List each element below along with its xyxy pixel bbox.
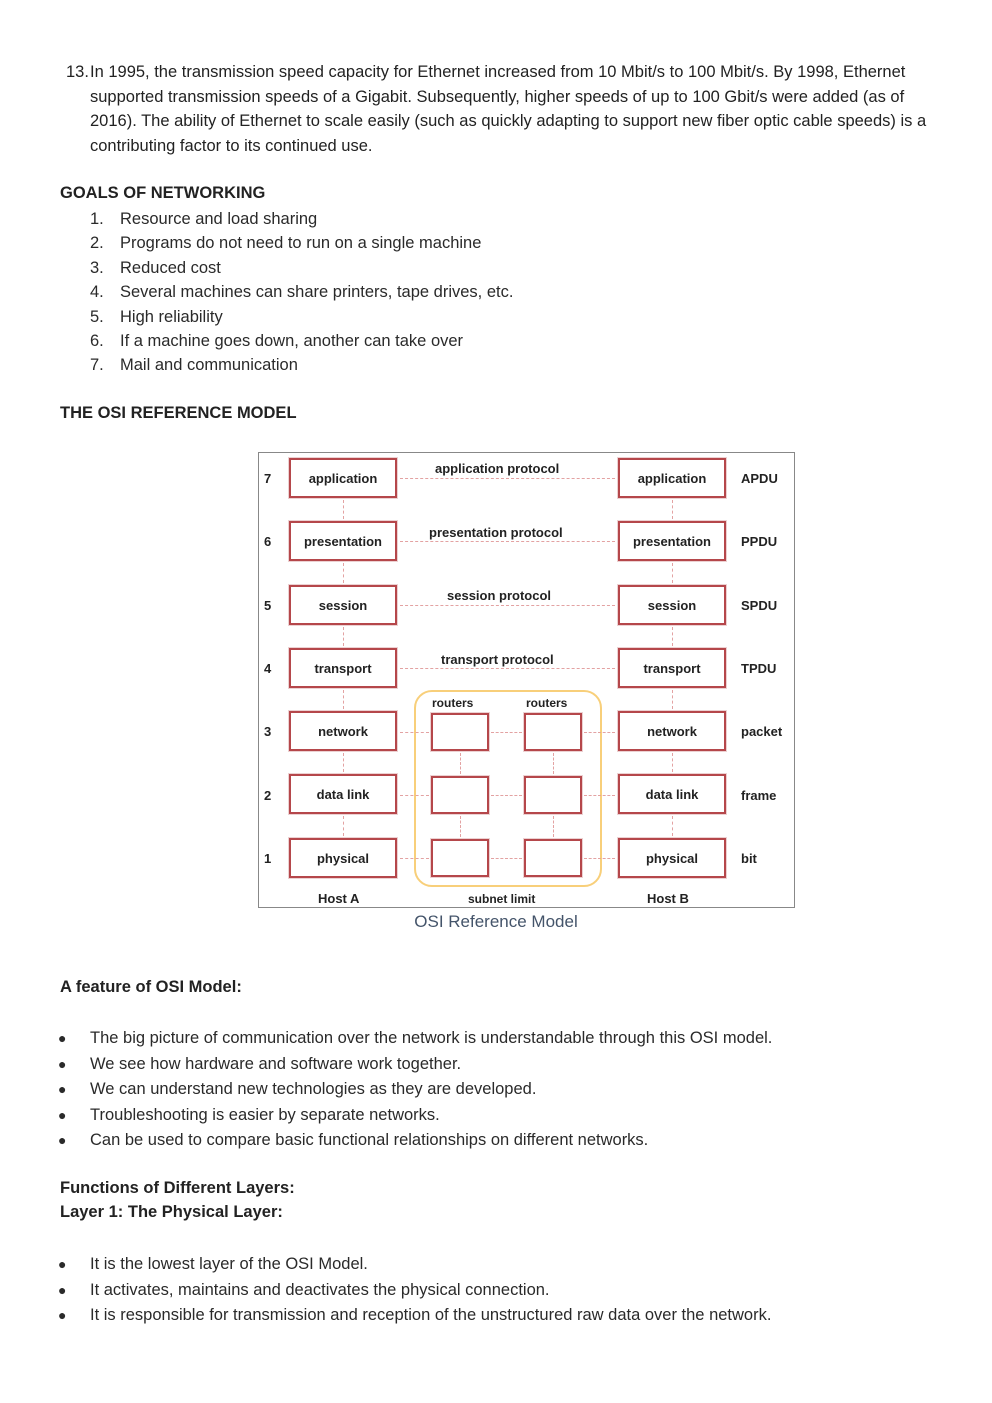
item-13-text: In 1995, the transmission speed capacity for Ethernet increased from 10 Mbit/s to 100 Mbit/s. By 1998, Ethernet supported transmission speeds of a Gigabit. Subsequently, higher speeds of up to 100 Gbit/s were added (as of 2016). The ability of Ethernet to scale easily (such as quickly adapting to support new fiber optic cable speeds) is a contributing factor to its continued use. <box>90 63 927 155</box>
layer-arrow <box>672 816 673 836</box>
pdu-label: packet <box>741 724 783 739</box>
layer1-heading: Layer 1: The Physical Layer: <box>60 1203 283 1221</box>
link-arrow <box>491 732 522 733</box>
pdu-label: PPDU <box>741 534 778 549</box>
host-a-session-box: session <box>289 585 397 625</box>
host-b-data-link-box: data link <box>618 774 726 814</box>
list-item: ● Can be used to compare basic functional relationships on different networks. <box>58 1128 772 1154</box>
host-a-physical-box: physical <box>289 838 397 878</box>
peer-arrow <box>400 541 615 542</box>
layer-arrow <box>343 627 344 646</box>
list-item: 3. Reduced cost <box>90 258 221 277</box>
bullet-icon: ● <box>58 1106 67 1123</box>
list-item: ● It is the lowest layer of the OSI Model. <box>58 1252 771 1278</box>
layer-arrow <box>343 753 344 772</box>
bullet-icon: ● <box>58 1030 67 1046</box>
layer-number: 7 <box>264 471 272 486</box>
link-arrow <box>400 795 429 796</box>
list-item: 7. Mail and communication <box>90 356 298 375</box>
host-a-transport-box: transport <box>289 648 397 688</box>
layer-number: 2 <box>264 788 272 803</box>
layer-number: 1 <box>264 851 272 866</box>
layer-arrow <box>343 563 344 583</box>
bullet-icon: ● <box>58 1281 67 1298</box>
router-box <box>431 839 489 877</box>
bullet-icon: ● <box>58 1132 67 1148</box>
figure-caption: OSI Reference Model <box>414 912 578 931</box>
link-arrow <box>491 795 522 796</box>
host-b-label: Host B <box>647 891 689 906</box>
list-item: ● It is responsible for transmission and reception of the unstructured raw data over the network. <box>58 1303 771 1329</box>
host-a-label: Host A <box>318 891 360 906</box>
list-item: 4. Several machines can share printers, tape drives, etc. <box>90 283 514 302</box>
host-b-presentation-box: presentation <box>618 521 726 561</box>
item-13-number: 13. <box>66 63 89 81</box>
layer-arrow <box>672 753 673 772</box>
subnet-limit-label: subnet limit <box>468 892 536 906</box>
routers-label: routers <box>526 696 568 710</box>
list-item: ● We see how hardware and software work together. <box>58 1052 772 1078</box>
bullet-icon: ● <box>58 1055 67 1072</box>
osi-heading: THE OSI REFERENCE MODEL <box>60 404 297 422</box>
protocol-label: application protocol <box>435 461 560 476</box>
bullet-icon: ● <box>58 1307 67 1323</box>
list-item: ● We can understand new technologies as they are developed. <box>58 1077 772 1103</box>
pdu-label: bit <box>741 851 757 866</box>
layer-arrow <box>343 690 344 709</box>
host-a-data-link-box: data link <box>289 774 397 814</box>
features-list <box>58 1026 772 1154</box>
layer-number: 6 <box>264 534 272 549</box>
goals-heading: GOALS OF NETWORKING <box>60 184 266 202</box>
functions-heading: Functions of Different Layers: <box>60 1179 295 1197</box>
link-arrow <box>491 858 522 859</box>
features-heading: A feature of OSI Model: <box>60 978 242 996</box>
routers-label: routers <box>432 696 474 710</box>
peer-arrow <box>400 478 615 479</box>
list-item: ● The big picture of communication over the network is understandable through this OSI model. <box>58 1026 772 1052</box>
router-box <box>524 839 582 877</box>
protocol-label: session protocol <box>447 588 552 603</box>
layer-arrow <box>460 753 461 774</box>
host-b-session-box: session <box>618 585 726 625</box>
link-arrow <box>400 858 429 859</box>
layer-number: 4 <box>264 661 272 676</box>
list-item: 5. High reliability <box>90 307 223 326</box>
item-13-paragraph <box>66 60 946 158</box>
layer-arrow <box>672 563 673 583</box>
layer-arrow <box>672 690 673 709</box>
router-box <box>431 713 489 751</box>
layer-number: 3 <box>264 724 272 739</box>
list-item: ● Troubleshooting is easier by separate networks. <box>58 1103 772 1129</box>
pdu-label: frame <box>741 788 777 803</box>
router-box <box>524 776 582 814</box>
link-arrow <box>584 795 615 796</box>
layer-arrow <box>672 627 673 646</box>
list-item: 2. Programs do not need to run on a single machine <box>90 234 482 253</box>
host-b-network-box: network <box>618 711 726 751</box>
layer-arrow <box>553 753 554 774</box>
list-item: 1. Resource and load sharing <box>90 210 318 228</box>
host-a-presentation-box: presentation <box>289 521 397 561</box>
layer-arrow <box>672 500 673 519</box>
pdu-label: SPDU <box>741 598 778 613</box>
router-box <box>524 713 582 751</box>
peer-arrow <box>400 668 615 669</box>
host-b-transport-box: transport <box>618 648 726 688</box>
osi-diagram <box>258 452 795 908</box>
layer1-list <box>58 1252 771 1329</box>
layer-arrow <box>343 816 344 836</box>
protocol-label: presentation protocol <box>429 525 563 540</box>
pdu-label: APDU <box>741 471 778 486</box>
pdu-label: TPDU <box>741 661 777 676</box>
protocol-label: transport protocol <box>441 652 554 667</box>
bullet-icon: ● <box>58 1256 67 1272</box>
list-item: ● It activates, maintains and deactivates the physical connection. <box>58 1278 771 1304</box>
link-arrow <box>584 858 615 859</box>
link-arrow <box>400 732 429 733</box>
layer-number: 5 <box>264 598 272 613</box>
layer-arrow <box>343 500 344 519</box>
peer-arrow <box>400 605 615 606</box>
layer-arrow <box>553 816 554 837</box>
host-a-application-box: application <box>289 458 397 498</box>
host-b-physical-box: physical <box>618 838 726 878</box>
bullet-icon: ● <box>58 1081 67 1097</box>
goals-list <box>90 207 513 378</box>
router-box <box>431 776 489 814</box>
layer-arrow <box>460 816 461 837</box>
list-item: 6. If a machine goes down, another can take over <box>90 331 464 350</box>
link-arrow <box>584 732 615 733</box>
host-a-network-box: network <box>289 711 397 751</box>
host-b-application-box: application <box>618 458 726 498</box>
